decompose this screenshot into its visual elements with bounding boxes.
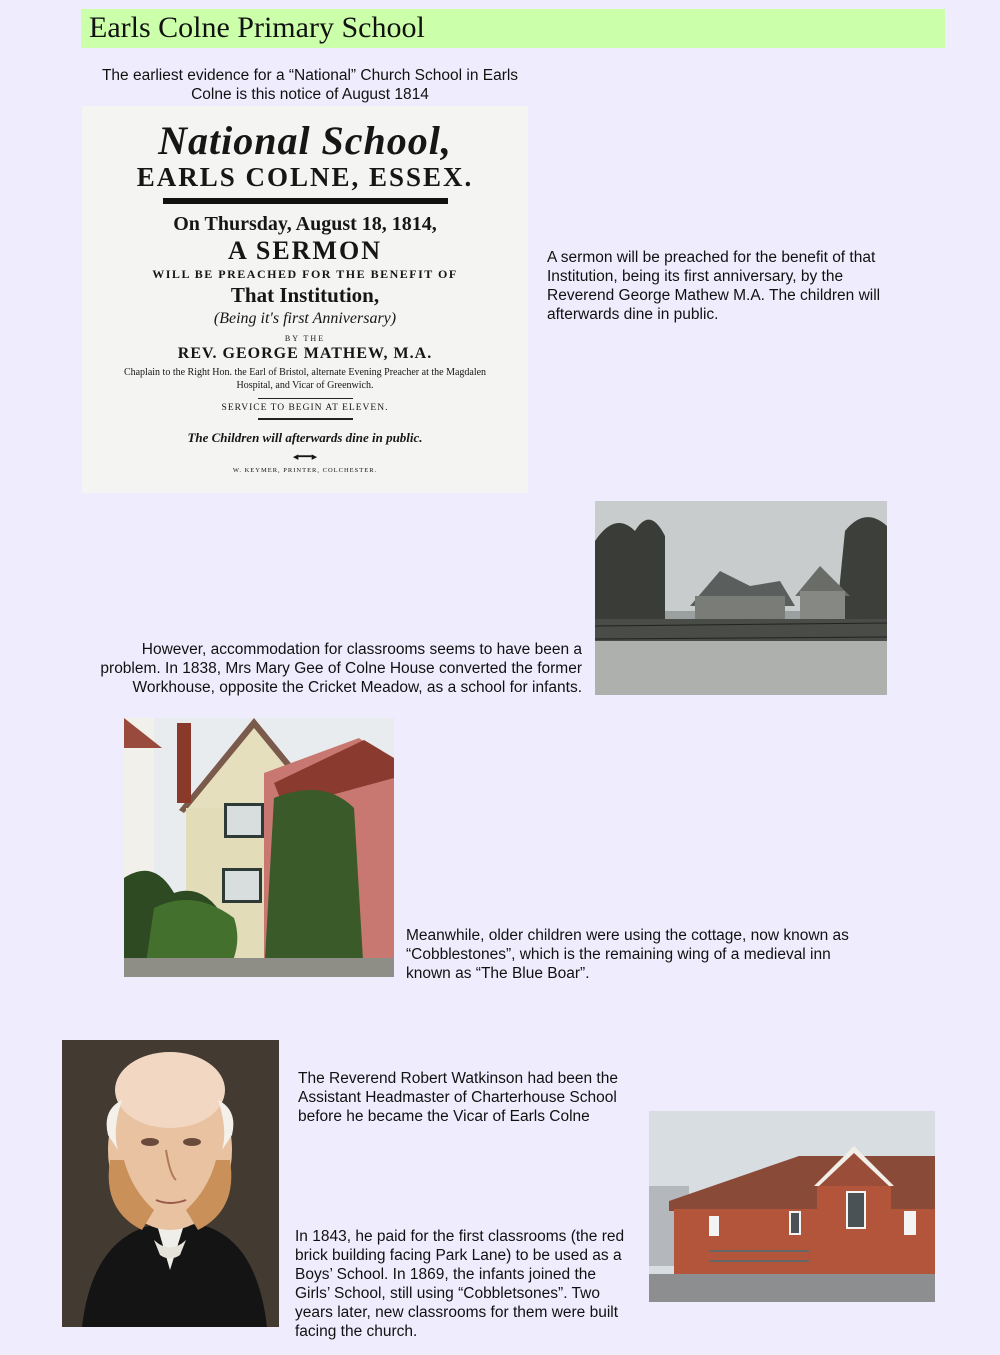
page-title-bar xyxy=(81,9,945,48)
notice-reverend: REV. GEORGE MATHEW, M.A. xyxy=(177,345,433,362)
notice-preached: WILL BE PREACHED FOR THE BENEFIT OF xyxy=(152,267,458,281)
notice-title: National School, xyxy=(158,118,452,163)
notice-rule xyxy=(163,198,448,204)
notice-chaplain: Chaplain to the Right Hon. the Earl of Bristol, alternate Evening Preacher at the Magdalen Hospital, and Vicar of Greenwich. xyxy=(123,367,487,391)
accommodation-paragraph: However, accommodation for classrooms seems to have been a problem. In 1838, Mrs Mary Gee of Colne House converted the former Workhouse, opposite the Cricket Meadow, as a school for infants. xyxy=(100,641,582,696)
classrooms-paragraph: In 1843, he paid for the first classrooms (the red brick building facing Park Lane) to be used as a Boys’ School. In 1869, the infants joined the Girls’ School, still using “Cobbletsones”. Two years later, new classrooms for them were built facing the church. xyxy=(295,1228,625,1340)
notice-place: EARLS COLNE, ESSEX. xyxy=(136,162,474,192)
notice-dine: The Children will afterwards dine in public. xyxy=(187,430,423,445)
notice-ornament-icon: ◂━━▸ xyxy=(292,451,318,463)
notice-by: BY THE xyxy=(284,334,326,343)
intro-caption: The earliest evidence for a “National” Church School in Earls Colne is this notice of August 1814 xyxy=(101,67,519,103)
notice-service: SERVICE TO BEGIN AT ELEVEN. xyxy=(221,403,389,413)
workhouse-photo xyxy=(595,501,887,695)
sermon-paragraph: A sermon will be preached for the benefit of that Institution, being its first anniversary, by the Reverend George Mathew M.A. The children will afterwards dine in public. xyxy=(547,249,881,323)
page-title: Earls Colne Primary School xyxy=(89,11,425,44)
notice-date: On Thursday, August 18, 1814, xyxy=(173,213,437,235)
notice-printer: W. KEYMER, PRINTER, COLCHESTER. xyxy=(232,467,378,474)
cobblestones-paragraph: Meanwhile, older children were using the cottage, now known as “Cobblestones”, which is the remaining wing of a medieval inn known as “The Blue Boar”. xyxy=(406,927,849,982)
watkinson-paragraph: The Reverend Robert Watkinson had been the Assistant Headmaster of Charterhouse School before he became the Vicar of Earls Colne xyxy=(298,1070,618,1125)
cobblestones-photo xyxy=(124,718,394,977)
watkinson-portrait xyxy=(62,1040,279,1327)
notice-rule-thin-2 xyxy=(258,418,353,420)
notice-anniversary: (Being it's first Anniversary) xyxy=(213,310,397,327)
notice-institution: That Institution, xyxy=(230,283,380,307)
school-building-photo xyxy=(649,1111,935,1302)
notice-image xyxy=(82,106,528,493)
notice-sermon: A SERMON xyxy=(228,236,382,265)
notice-rule-thin xyxy=(258,398,353,399)
